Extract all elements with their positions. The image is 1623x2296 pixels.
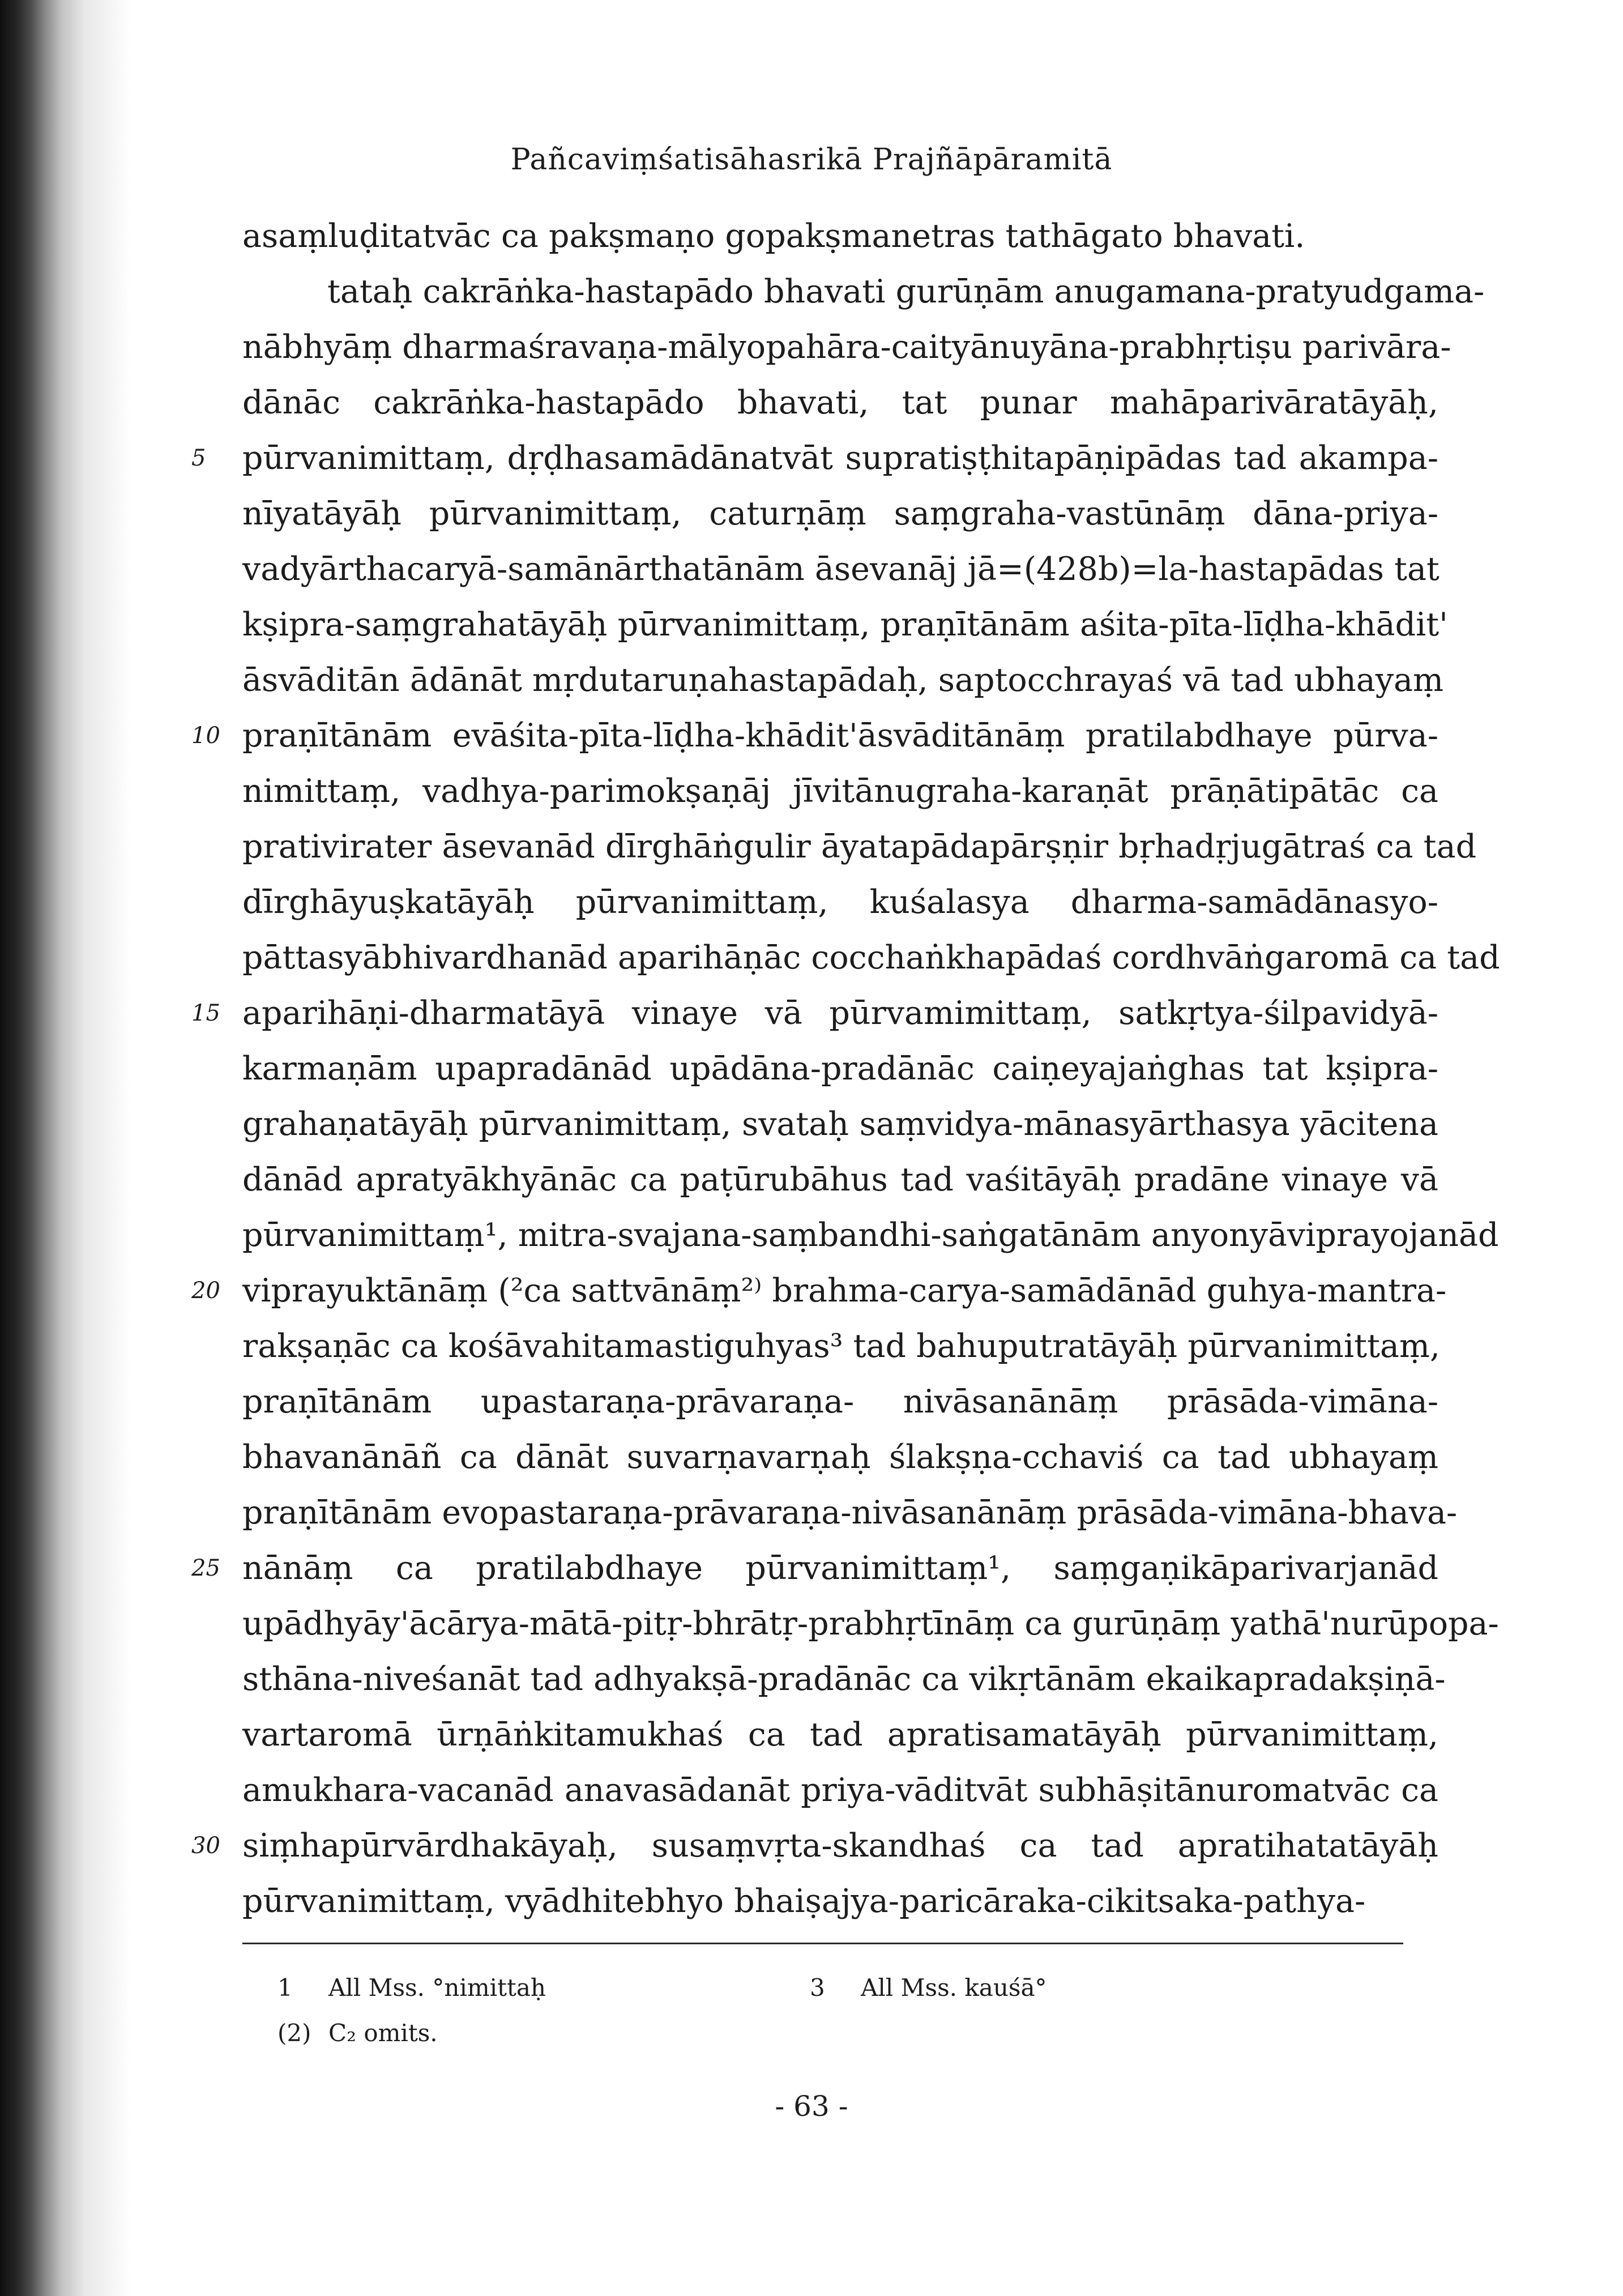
text-line [191,430,1438,486]
line-text: nimittaṃ, vadhya-parimokṣaṇāj jīvitānugraha-karaṇāt prāṇātipātāc ca [242,773,1438,810]
line-text: pūrvanimittaṃ, vyādhitebhyo bhaiṣajya-paricāraka-cikitsaka-pathya- [242,1883,1366,1920]
footnote-mark: (2) [277,2019,311,2047]
line-number: 25 [191,1555,220,1581]
line-text: pūrvanimittaṃ¹, mitra-svajana-saṃbandhi-saṅgatānām anyonyāviprayojanād [242,1217,1499,1254]
text-line [242,375,1438,430]
line-text: nānāṃ ca pratilabdhaye pūrvanimittaṃ¹, saṃgaṇikāparivarjanād [242,1550,1438,1587]
line-text: viprayuktānāṃ (²ca sattvānāṃ²⁾ brahma-carya-samādānād guhya-mantra- [242,1272,1447,1309]
line-text: nīyatāyāḥ pūrvanimittaṃ, caturṇāṃ saṃgraha-vastūnāṃ dāna-priya- [242,495,1438,532]
line-text: bhavanānāñ ca dānāt suvarṇavarṇaḥ ślakṣṇa-cchaviś ca tad ubhayaṃ [242,1439,1438,1476]
line-text: āsvāditān ādānāt mṛdutaruṇahastapādaḥ, saptocchrayaś vā tad ubhayaṃ [242,662,1443,699]
text-line [191,1818,1438,1873]
line-text: sthāna-niveśanāt tad adhyakṣā-pradānāc ca vikṛtānām ekaikapradakṣiṇā- [242,1661,1446,1698]
text-line [242,1096,1438,1152]
text-line [242,819,1477,874]
line-text: vadyārthacaryā-samānārthatānām āsevanāj jā=(428b)=la-hastapādas tat [242,550,1440,588]
running-header: Pañcaviṃśatisāhasrikā Prajñāpāramitā [510,143,1113,177]
text-line [191,1263,1447,1318]
text-line [242,486,1438,541]
footnote-2 [277,2011,438,2056]
footnote-1 [277,1965,546,2011]
footnote-mark: 1 [277,1974,293,2001]
line-text: siṃhapūrvārdhakāyaḥ, susaṃvṛta-skandhaś ca tad apratihatatāyāḥ [242,1827,1438,1864]
text-line [242,319,1451,375]
line-text: pāttasyābhivardhanād aparihāṇāc cocchaṅkhapādaś cordhvāṅgaromā ca tad [242,939,1500,976]
main-text-block [191,208,1500,1929]
footnote-text: All Mss. kauśā° [861,1974,1047,2001]
line-text: dānāc cakrāṅka-hastapādo bhavati, tat punar mahāparivāratāyāḥ, [242,384,1438,421]
text-line [242,597,1448,652]
line-text: praṇītānām evāśita-pīta-līḍha-khādit'āsvāditānāṃ pratilabdhaye pūrva- [242,717,1438,754]
line-text: praṇītānām evopastaraṇa-prāvaraṇa-nivāsanānāṃ prāsāda-vimāna-bhava- [242,1494,1458,1531]
text-line [242,930,1500,985]
text-line [242,1429,1438,1485]
line-text: pūrvanimittaṃ, dṛḍhasamādānatvāt supratiṣṭhitapāṇipādas tad akampa- [242,439,1438,477]
line-text: prativirater āsevanād dīrghāṅgulir āyatapādapārṣṇir bṛhadṛjugātraś ca tad [242,828,1477,865]
line-number: 15 [191,1000,220,1026]
text-line [242,1596,1499,1651]
line-text: praṇītānām upastaraṇa-prāvaraṇa- nivāsanānāṃ prāsāda-vimāna- [242,1383,1438,1420]
line-number: 10 [191,723,220,749]
footnote-divider [242,1943,1403,1944]
line-text: grahaṇatāyāḥ pūrvanimittaṃ, svataḥ saṃvidya-mānasyārthasya yācitena [242,1106,1438,1143]
text-line [242,208,1438,264]
text-line [242,1651,1446,1707]
line-text: upādhyāy'ācārya-mātā-pitṛ-bhrātṛ-prabhṛtīnāṃ ca gurūṇāṃ yathā'nurūpopa- [242,1605,1499,1642]
page-number: - 63 - [775,2090,848,2123]
line-text: kṣipra-saṃgrahatāyāḥ pūrvanimittaṃ, praṇītānām aśita-pīta-līḍha-khādit' [242,606,1448,643]
text-line [191,1540,1438,1596]
text-line [242,541,1438,597]
line-text: asaṃluḍitatvāc ca pakṣmaṇo gopakṣmanetras tathāgato bhavati. [242,217,1305,255]
line-text: rakṣaṇāc ca kośāvahitamastiguhyas³ tad bahuputratāyāḥ pūrvanimittaṃ, [242,1328,1441,1365]
line-text: dānād apratyākhyānāc ca paṭūrubāhus tad vaśitāyāḥ pradāne vinaye vā [242,1161,1438,1198]
text-line [242,874,1438,930]
line-number: 30 [191,1833,220,1859]
text-line [191,985,1438,1041]
line-text: vartaromā ūrṇāṅkitamukhaś ca tad apratisamatāyāḥ pūrvanimittaṃ, [242,1716,1438,1753]
line-text: karmaṇām upapradānād upādāna-pradānāc caiṇeyajaṅghas tat kṣipra- [242,1050,1438,1087]
footnote-mark: 3 [810,1974,825,2001]
footnote-text: C₂ omits. [328,2019,438,2047]
line-text: aparihāṇi-dharmatāyā vinaye vā pūrvamimittaṃ, satkṛtya-śilpavidyā- [242,995,1438,1032]
text-line [242,1707,1438,1762]
footnote-3 [810,1965,1047,2011]
line-number: 5 [191,445,206,471]
text-line [242,1041,1438,1096]
text-line [242,1152,1438,1207]
text-line [242,763,1438,819]
text-line [242,1318,1441,1374]
text-line [242,1873,1438,1929]
line-number: 20 [191,1278,220,1304]
text-line [242,264,1485,319]
line-text: dīrghāyuṣkatāyāḥ pūrvanimittaṃ, kuśalasya dharma-samādānasyo- [242,884,1438,921]
text-line [242,1762,1438,1818]
line-text: nābhyāṃ dharmaśravaṇa-mālyopahāra-caityānuyāna-prabhṛtiṣu parivāra- [242,328,1451,366]
text-line [242,652,1443,708]
text-line [242,1207,1499,1263]
scan-binding-shadow [0,0,130,2296]
text-line [242,1485,1458,1540]
text-line [242,1374,1438,1429]
footnote-text: All Mss. °nimittaḥ [328,1974,546,2001]
text-line [191,708,1438,763]
line-text: tataḥ cakrāṅka-hastapādo bhavati gurūṇām anugamana-pratyudgama- [327,273,1485,310]
line-text: amukhara-vacanād anavasādanāt priya-vāditvāt subhāṣitānuromatvāc ca [242,1772,1438,1809]
